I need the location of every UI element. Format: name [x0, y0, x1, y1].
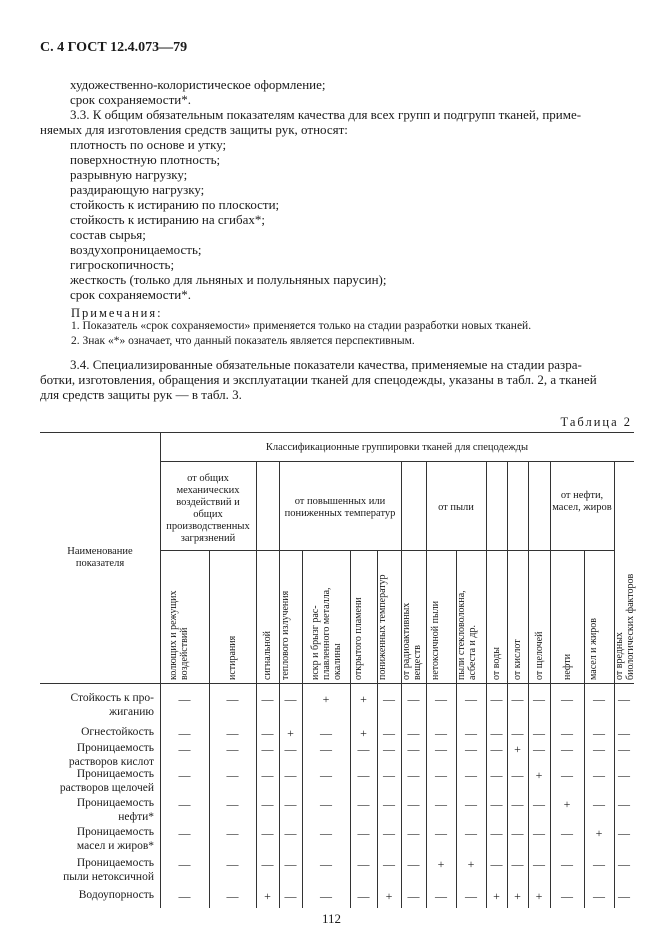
table-cell: —	[261, 797, 274, 811]
table-cell: —	[618, 768, 630, 782]
table-cell: —	[490, 768, 503, 782]
table-cell: +	[563, 797, 571, 811]
table-cell: +	[322, 692, 330, 706]
table-cell: —	[226, 889, 239, 903]
col-border	[209, 550, 210, 908]
line-shelf-life: срок сохраняемости*.	[70, 92, 191, 107]
table-cell: —	[465, 797, 477, 811]
table-cell: —	[593, 692, 605, 706]
list-item: стойкость к истиранию на сгибах*;	[70, 212, 265, 227]
table-cell: —	[226, 768, 239, 782]
table-cell: —	[407, 726, 420, 740]
table-cell: —	[178, 889, 191, 903]
table-cell: —	[284, 826, 297, 840]
group-oil: от нефти, масел, жиров	[552, 490, 612, 513]
page-header: С. 4 ГОСТ 12.4.073—79	[40, 40, 188, 55]
table-cell: —	[533, 742, 545, 756]
column-header-label: от воды	[491, 647, 502, 680]
table-cell: —	[561, 889, 573, 903]
table-cell: —	[357, 889, 370, 903]
table-cell: —	[618, 742, 630, 756]
notes-title: Примечания:	[71, 306, 163, 320]
table-cell: +	[264, 889, 271, 903]
subgroup-border	[160, 550, 614, 551]
group-temperature: от повышенных или пониженных температур	[284, 496, 396, 519]
list-item: гигроскопичность;	[70, 257, 175, 272]
table-cell: —	[465, 768, 477, 782]
column-header-label: пониженных температур	[377, 574, 388, 680]
row-name: Проницаемость пыли нетоксичной	[63, 857, 154, 883]
table-cell: —	[561, 726, 573, 740]
table-cell: —	[561, 768, 573, 782]
table-cell: —	[490, 692, 503, 706]
table-cell: —	[383, 726, 395, 740]
col-border	[550, 461, 551, 908]
column-header-label: масел и жиров	[588, 617, 599, 680]
table-cell: —	[618, 692, 630, 706]
table-cell: —	[261, 742, 274, 756]
indicator-table	[40, 432, 634, 908]
table-cell: —	[435, 889, 447, 903]
table-cell: —	[178, 826, 191, 840]
table-cell: —	[511, 768, 524, 782]
table-cell: +	[514, 742, 521, 756]
table-cell: —	[533, 797, 545, 811]
column-header-label: пыли стекловолокна, асбеста и др.	[456, 590, 478, 680]
table-top-border	[40, 432, 634, 433]
row-name: Проницаемость растворов кислот	[68, 742, 154, 768]
table-cell: —	[533, 726, 545, 740]
table-cell: +	[360, 726, 367, 740]
paragraph-3-4	[40, 357, 632, 402]
table-cell: —	[593, 768, 605, 782]
table-cell: —	[561, 742, 573, 756]
row-name: Проницаемость растворов щелочей	[59, 768, 154, 794]
intro-text	[40, 77, 632, 302]
table-cell: —	[320, 742, 332, 756]
paragraph-3-3-cont: няемых для изготовления средств защиты рук, относят:	[40, 122, 348, 137]
column-header-label: колющих и режущих воздействий	[168, 590, 190, 680]
table-cell: —	[261, 857, 274, 871]
table-cell: —	[533, 857, 545, 871]
table-cell: —	[407, 768, 420, 782]
table-cell: —	[226, 726, 239, 740]
table-cell: —	[435, 742, 447, 756]
col-border	[401, 461, 402, 908]
paragraph-3-4-line-1: 3.4. Специализированные обязательные показатели качества, применяемые на стадии разра-	[70, 357, 582, 372]
row-name: Стойкость к про- жиганию	[70, 692, 154, 718]
column-header-label: истирания	[227, 635, 238, 680]
table-cell: —	[618, 726, 630, 740]
table-cell: —	[261, 692, 274, 706]
table-cell: —	[226, 692, 239, 706]
table-cell: —	[284, 889, 297, 903]
table-cell: —	[261, 726, 274, 740]
table-cell: —	[561, 826, 573, 840]
page-number: 112	[322, 911, 342, 926]
table-cell: —	[226, 797, 239, 811]
table-cell: +	[467, 857, 475, 871]
table-cell: —	[284, 797, 297, 811]
list-item: состав сырья;	[70, 227, 146, 242]
header-bottom-border	[40, 683, 634, 684]
list-item: воздухопроницаемость;	[70, 242, 202, 257]
table-cell: —	[618, 826, 630, 840]
table-cell: —	[320, 857, 332, 871]
table-cell: —	[490, 826, 503, 840]
table-cell: +	[595, 826, 603, 840]
table-cell: —	[284, 742, 297, 756]
table-cell: —	[618, 857, 630, 871]
table-cell: —	[511, 797, 524, 811]
column-header-label: нефти	[561, 653, 573, 680]
table-cell: —	[533, 692, 545, 706]
row-name: Водоупорность	[78, 889, 154, 901]
column-header-label: нетоксичной пыли	[430, 600, 441, 680]
table-cell: —	[435, 826, 447, 840]
table-cell: —	[465, 889, 477, 903]
table-cell: —	[357, 857, 370, 871]
table-cell: —	[178, 692, 191, 706]
table-cell: —	[261, 826, 274, 840]
table-cell: —	[593, 742, 605, 756]
table-cell: —	[618, 797, 630, 811]
table-cell: —	[435, 768, 447, 782]
table-cell: —	[593, 889, 605, 903]
table-cell: +	[360, 692, 367, 706]
column-header-label: искр и брызг рас-плавленного металла, окалины	[309, 587, 343, 680]
col-border	[279, 461, 280, 908]
table-cell: —	[261, 768, 274, 782]
table-label: Таблица 2	[560, 415, 632, 429]
list-item: разрывную нагрузку;	[70, 167, 188, 182]
table-cell: —	[178, 857, 191, 871]
row-name: Огнестойкость	[81, 726, 154, 738]
table-cell: —	[226, 826, 239, 840]
indicator-list	[40, 137, 632, 302]
list-item: раздирающую нагрузку;	[70, 182, 205, 197]
col-border	[584, 550, 585, 908]
table-cell: —	[178, 726, 191, 740]
table-cell: —	[490, 742, 503, 756]
name-column-header: Наименование показателя	[67, 546, 133, 569]
table-cell: —	[383, 857, 395, 871]
table-cell: —	[284, 857, 297, 871]
table-cell: —	[320, 889, 332, 903]
table-cell: —	[357, 768, 370, 782]
table-cell: —	[593, 857, 605, 871]
paragraph-3-3: 3.3. К общим обязательным показателям качества для всех групп и подгрупп тканей, приме-	[70, 107, 582, 122]
table-cell: —	[383, 797, 395, 811]
table-cell: —	[407, 742, 420, 756]
column-header-label: от радиоактивных веществ	[401, 602, 423, 680]
line-artistic-design: художественно-колористическое оформление;	[70, 77, 326, 92]
column-header-label: от кислот	[512, 639, 523, 680]
table-cell: —	[383, 768, 395, 782]
table-cell: —	[593, 726, 605, 740]
table-cell: +	[493, 889, 500, 903]
column-header-label: открытого пламени	[352, 597, 364, 680]
table-cell: —	[435, 797, 447, 811]
col-border	[486, 461, 487, 908]
table-cell: +	[535, 889, 543, 903]
table-cell: —	[357, 826, 370, 840]
table-cell: —	[465, 692, 477, 706]
col-border	[507, 461, 508, 908]
table-cell: —	[561, 692, 573, 706]
list-item: жесткость (только для льняных и полульняных парусин);	[70, 272, 387, 287]
table-cell: +	[287, 726, 294, 740]
table-cell: —	[320, 726, 332, 740]
table-cell: —	[618, 889, 630, 903]
table-cell: +	[514, 889, 521, 903]
col-border	[614, 461, 615, 908]
table-cell: —	[226, 742, 239, 756]
table-cell: —	[511, 826, 524, 840]
col-border	[528, 461, 529, 908]
table-cell: —	[465, 826, 477, 840]
list-item: плотность по основе и утку;	[70, 137, 227, 152]
group-header-border	[160, 461, 634, 462]
note-1: 1. Показатель «срок сохраняемости» применяется только на стадии разработки новых тканей.	[71, 320, 532, 332]
table-cell: —	[407, 692, 420, 706]
classification-header: Классификационные группировки тканей для спецодежды	[265, 442, 529, 453]
table-cell: —	[178, 742, 191, 756]
table-cell: —	[357, 742, 370, 756]
table-cell: —	[593, 797, 605, 811]
table-cell: —	[383, 692, 395, 706]
group-mechanical: от общих механических воздействий и общих производственных загрязнений	[166, 473, 250, 544]
table-cell: —	[407, 889, 420, 903]
table-cell: —	[407, 797, 420, 811]
row-name: Проницаемость нефти*	[76, 797, 154, 823]
column-header-label: от вредных биологических факторов	[614, 573, 636, 680]
table-cell: —	[383, 826, 395, 840]
paragraph-3-4-line-3: для средств защиты рук — в табл. 3.	[40, 387, 242, 402]
list-item: стойкость к истиранию по плоскости;	[70, 197, 280, 212]
column-header-label: сигнальной	[262, 630, 273, 680]
column-header-label: от щелочей	[533, 631, 545, 680]
table-cell: —	[511, 857, 524, 871]
table-cell: —	[490, 857, 503, 871]
column-header-label: теплового излучения	[279, 590, 291, 680]
table-cell: —	[511, 692, 524, 706]
table-cell: —	[561, 857, 573, 871]
table-cell: —	[465, 726, 477, 740]
table-cell: —	[511, 726, 524, 740]
table-cell: —	[407, 826, 420, 840]
table-cell: —	[490, 797, 503, 811]
list-item: срок сохраняемости*.	[70, 287, 191, 302]
table-cell: +	[385, 889, 393, 903]
table-cell: —	[178, 768, 191, 782]
table-cell: +	[535, 768, 543, 782]
table-cell: —	[284, 692, 297, 706]
table-cell: —	[435, 692, 447, 706]
col-border	[426, 461, 427, 908]
row-name: Проницаемость масел и жиров*	[76, 826, 154, 852]
paragraph-3-4-line-2: ботки, изготовления, обращения и эксплуатации тканей для спецодежды, указаны в табл. 2, а тканей	[40, 372, 597, 387]
group-dust: от пыли	[438, 502, 474, 513]
table-cell: —	[320, 768, 332, 782]
table-cell: +	[437, 857, 445, 871]
table-cell: —	[320, 797, 332, 811]
table-cell: —	[490, 726, 503, 740]
table-cell: —	[407, 857, 420, 871]
note-2: 2. Знак «*» означает, что данный показатель является перспективным.	[71, 335, 415, 347]
col-border	[256, 461, 257, 908]
list-item: поверхностную плотность;	[70, 152, 221, 167]
table-cell: —	[383, 742, 395, 756]
table-cell: —	[533, 826, 545, 840]
table-cell: —	[357, 797, 370, 811]
table-cell: —	[465, 742, 477, 756]
table-cell: —	[178, 797, 191, 811]
table-cell: —	[226, 857, 239, 871]
name-column-border	[160, 432, 161, 908]
table-cell: —	[320, 826, 332, 840]
table-cell: —	[435, 726, 447, 740]
table-cell: —	[284, 768, 297, 782]
